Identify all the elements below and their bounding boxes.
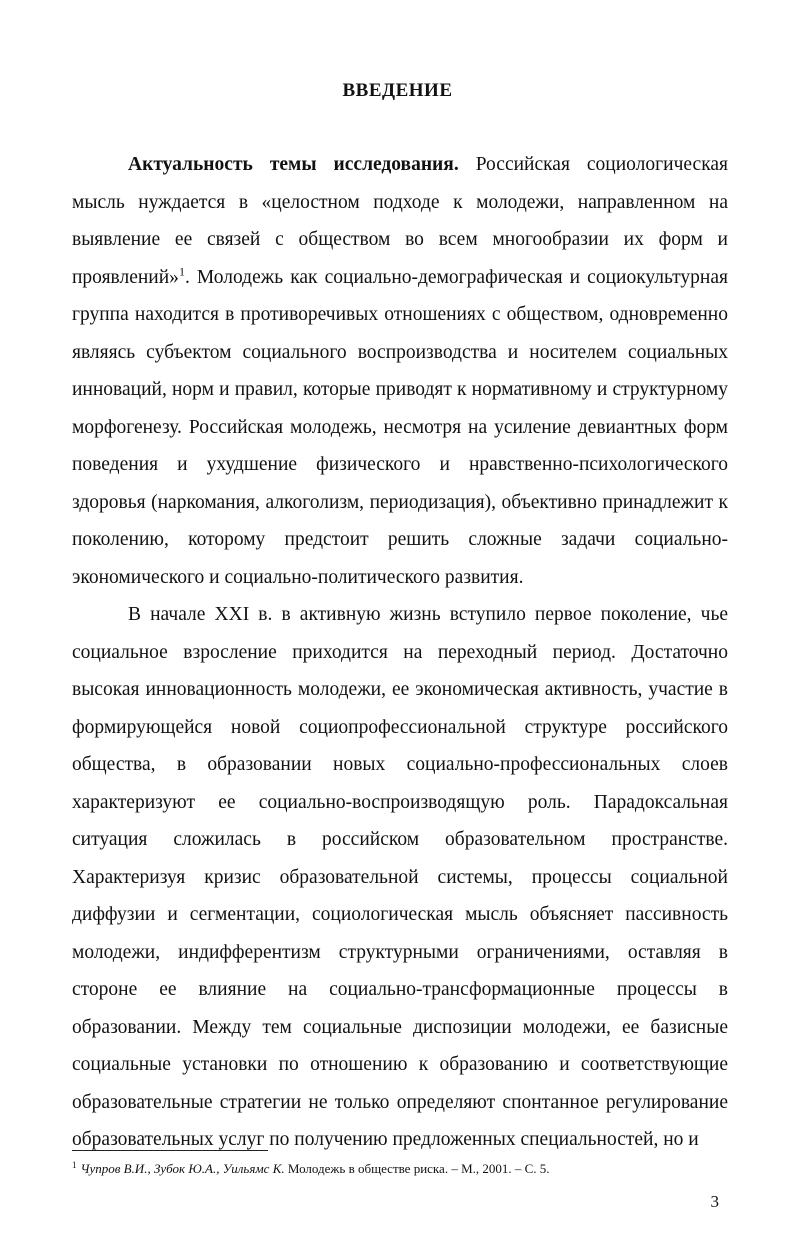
paragraph-1-text-b: . Молодежь как социально-демографическая и социокультурная группа находится в противоречивых отношениях с обществом, одновременно являясь субъектом социального воспроизводства и носителем социальных инноваций, норм и правил, которые приводят к нормативному и структурному морфогенезу. Российская молодежь, несмотря на усиление девиантных форм поведения и ухудшение физического и нравственно-психологического здоровья (наркомания, алкоголизм, периодизация), объективно принадлежит к поколению, которому предстоит решить сложные задачи социально-экономического и социально-политического развития. <box>72 266 728 588</box>
footnote-separator <box>72 1150 268 1151</box>
body-text <box>72 146 728 1159</box>
footnote-text: Молодежь в обществе риска. – М., 2001. – С. 5. <box>284 1161 550 1176</box>
paragraph-2: В начале XXI в. в активную жизнь вступило первое поколение, чье социальное взросление приходится на переходный период. Достаточно высокая инновационность молодежи, ее экономическая активность, участие в формирующейся новой социопрофессиональной структуре российского общества, в образовании новых социально-профессиональных слоев характеризуют ее социально-воспроизводящую роль. Парадоксальная ситуация сложилась в российском образовательном пространстве. Характеризуя кризис образовательной системы, процессы социальной диффузии и сегментации, социологическая мысль объясняет пассивность молодежи, индифферентизм структурными ограничениями, оставляя в стороне ее влияние на социально-трансформационные процессы в образовании. Между тем социальные диспозиции молодежи, ее базисные социальные установки по отношению к образованию и соответствующие образовательные стратегии не только определяют спонтанное регулирование образовательных услуг по получению предложенных специальностей, но и <box>72 604 728 1150</box>
page-number: 3 <box>710 1192 719 1211</box>
footnote-marker: 1 <box>72 1159 77 1170</box>
footnote <box>72 1160 728 1178</box>
lead-phrase: Актуальность темы исследования. <box>128 154 459 175</box>
footnote-authors: Чупров В.И., Зубок Ю.А., Уильямс К. <box>80 1161 285 1176</box>
page-title: ВВЕДЕНИЕ <box>342 80 453 101</box>
paragraph-1 <box>72 146 728 596</box>
footnote-reference: 1 <box>178 264 185 278</box>
paragraph-1-text-a: Российская социологическая мысль нуждается в «целостном подходе к молодежи, направленном на выявление ее связей с обществом во всем многообразии их форм и проявлений» <box>72 154 728 288</box>
